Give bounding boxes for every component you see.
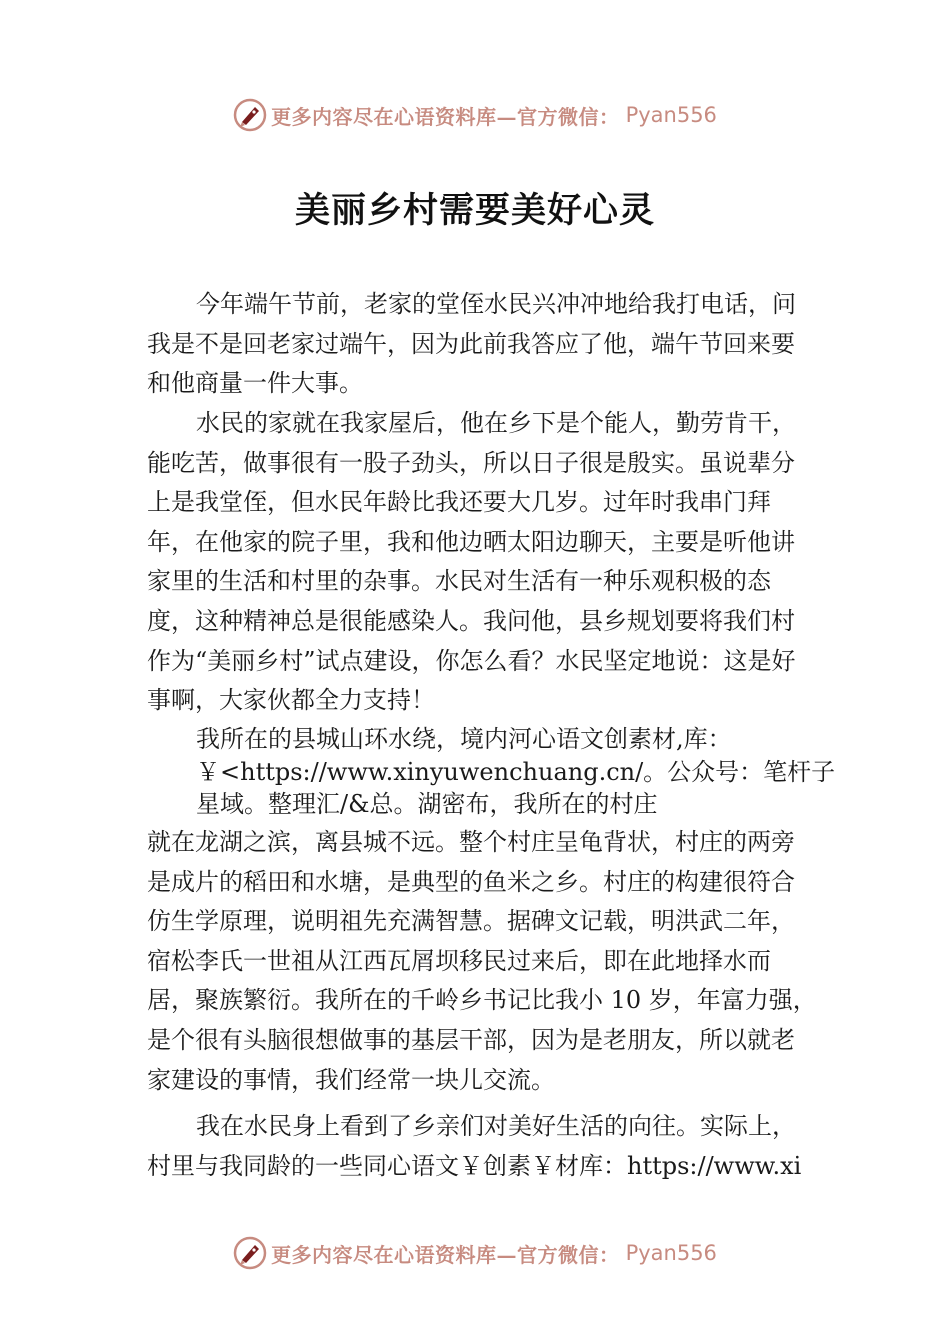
header-banner xyxy=(0,95,950,135)
banner-text: 更多内容尽在心语资料库—官方微信： xyxy=(271,104,620,129)
paragraph-last xyxy=(147,1107,837,1186)
banner-handle: Pyan556 xyxy=(625,1241,717,1265)
banner-text: 更多内容尽在心语资料库—官方微信： xyxy=(271,1242,620,1267)
watermark-paragraph: 我所在的县城山环水绕，境内河心语文创素材,库：￥<https://www.xinyuwenchuang.cn/。公众号：笔杆子星域。整理汇/&总。湖密布，我所在的村庄 xyxy=(196,725,836,818)
banner-handle: Pyan556 xyxy=(625,103,717,127)
footer-banner xyxy=(0,1233,950,1273)
paragraph: 就在龙湖之滨，离县城不远。整个村庄呈龟背状，村庄的两旁是成片的稻田和水塘，是典型的鱼米之乡。村庄的构建很符合仿生学原理，说明祖先充满智慧。据碑文记载，明洪武二年，宿松李氏一世祖从江西瓦屑坝移民过来后，即在此地择水而居，聚族繁衍。我所在的千岭乡书记比我小 10 岁，年富力强，是个很有头脑很想做事的基层干部，因为是老朋友，所以就老家建设的事情，我们经常一块儿交流。 xyxy=(147,828,817,1094)
paragraph: 水民的家就在我家屋后，他在乡下是个能人，勤劳肯干，能吃苦，做事很有一股子劲头，所以日子很是殷实。虽说辈分上是我堂侄，但水民年龄比我还要大几岁。过年时我串门拜年，在他家的院子里，我和他边晒太阳边聊天，主要是听他讲家里的生活和村里的杂事。水民对生活有一种乐观积极的态度，这种精神总是很能感染人。我问他，县乡规划要将我们村作为“美丽乡村”试点建设，你怎么看？水民坚定地说：这是好事啊，大家伙都全力支持！ xyxy=(147,409,796,715)
paragraph: 今年端午节前，老家的堂侄水民兴冲冲地给我打电话，问我是不是回老家过端午，因为此前我答应了他，端午节回来要和他商量一件大事。 xyxy=(147,290,796,398)
paragraph-line: 我在水民身上看到了乡亲们对美好生活的向往。实际上， xyxy=(196,1112,796,1140)
pen-nib-logo-icon xyxy=(233,98,267,132)
pen-nib-logo-icon xyxy=(233,1236,267,1270)
paragraph-line: 村里与我同龄的一些同心语文￥创素￥材库：https://www.xi xyxy=(147,1151,802,1180)
document-title: 美丽乡村需要美好心灵 xyxy=(294,190,655,231)
